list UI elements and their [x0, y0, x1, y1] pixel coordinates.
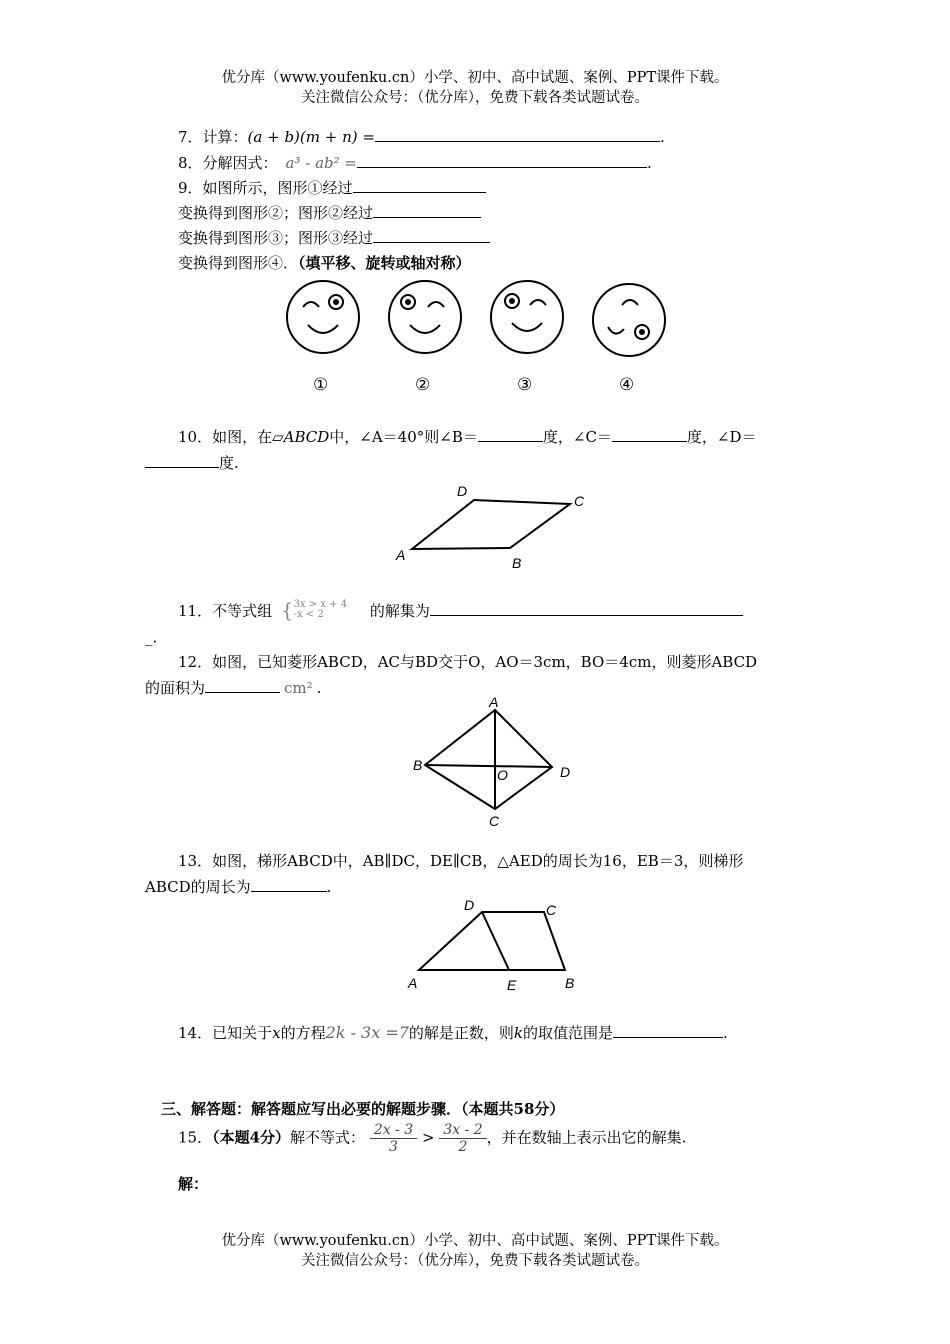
q9-line2: 变换得到图形②；图形②经过 — [178, 204, 374, 222]
q13-answer-blank[interactable] — [251, 877, 327, 892]
footer-line-1: 优分库（www.youfenku.cn）小学、初中、高中试题、案例、PPT课件下载。 — [221, 1233, 729, 1249]
q8-end: . — [647, 154, 652, 172]
q15-lhs-fraction — [370, 1122, 417, 1155]
point-label-d: D — [464, 897, 475, 913]
point-label-b: B — [413, 757, 423, 773]
q14-answer-blank[interactable] — [613, 1023, 723, 1038]
q14-mid2: 的解是正数，则 — [408, 1024, 514, 1042]
q12-rhombus-figure — [405, 695, 580, 830]
q14-equation: 2k - 3x =7 — [325, 1023, 409, 1042]
point-label-b: B — [565, 975, 575, 991]
question-10-line-1 — [178, 426, 757, 447]
q15-lhs-numerator: 2x - 3 — [370, 1122, 417, 1139]
q7-end: . — [659, 128, 665, 146]
q9-line3: 变换得到图形③；图形③经过 — [178, 229, 374, 247]
q15-rhs-denominator: 2 — [458, 1139, 468, 1155]
q9-line1: 9．如图所示，图形①经过 — [178, 179, 353, 197]
question-11-line-1 — [178, 600, 743, 622]
q10-part1: 10．如图，在 — [178, 428, 273, 446]
question-9-line-3 — [178, 227, 490, 248]
question-15 — [178, 1122, 686, 1155]
question-8 — [178, 152, 652, 173]
q13-line-1: 13．如图，梯形ABCD中，AB∥DC，DE∥CB，△AED的周长为16，EB＝3，则梯形 — [178, 852, 744, 870]
q14-var-k: k — [513, 1024, 524, 1042]
q9-blank-3[interactable] — [373, 228, 490, 243]
q10-blank-c[interactable] — [612, 427, 687, 442]
q13-end: . — [326, 878, 332, 896]
face-2 — [389, 281, 461, 353]
point-label-e: E — [507, 977, 517, 993]
header-line-2: 关注微信公众号：（优分库），免费下载各类试题试卷。 — [301, 90, 649, 106]
q10-part3: 度，∠C＝ — [542, 428, 612, 446]
q9-line4a: 变换得到图形④． — [178, 254, 299, 272]
q10-parallelogram-figure — [390, 480, 600, 575]
q15-text: 解不等式： — [290, 1128, 366, 1147]
point-label-a: A — [489, 695, 499, 710]
question-9-line-4 — [178, 252, 471, 273]
q9-instruction: （填平移、旋转或轴对称） — [298, 254, 471, 272]
segment-de — [482, 912, 509, 970]
face-label-2: ② — [415, 375, 431, 394]
point-label-a: A — [408, 975, 418, 991]
header-line-1: 优分库（www.youfenku.cn）小学、初中、高中试题、案例、PPT课件下载。 — [221, 70, 729, 86]
q15-operator: > — [421, 1128, 435, 1147]
parallelogram-abcd — [412, 500, 570, 549]
q11-system-line-1: 3x > x + 4 — [293, 599, 348, 610]
question-12-line-2 — [145, 677, 321, 698]
q12-end: . — [316, 679, 322, 697]
q15-rhs-numerator: 3x - 2 — [439, 1122, 486, 1139]
footer-line-2: 关注微信公众号：（优分库），免费下载各类试题试卷。 — [301, 1253, 649, 1269]
q10-blank-b[interactable] — [478, 427, 543, 442]
q11-answer-blank[interactable] — [430, 601, 743, 616]
point-label-a: A — [396, 547, 406, 563]
q15-prefix: 15． — [178, 1128, 213, 1147]
rhombus-abcd — [425, 710, 552, 809]
q10-shape: ▱ABCD — [272, 428, 330, 446]
face-3 — [491, 281, 563, 353]
q11-end: _． — [145, 628, 168, 646]
q11-system-line-2: -x < 2 — [293, 609, 324, 620]
question-9-line-2 — [178, 202, 481, 223]
q14-suffix: 的取值范围是 — [523, 1024, 614, 1042]
point-label-d: D — [560, 764, 571, 780]
question-14 — [178, 1022, 728, 1043]
q13-trapezoid-figure — [400, 893, 590, 998]
q12-line-1: 12．如图，已知菱形ABCD，AC与BD交于O，AO＝3cm，BO＝4cm，则菱形ABCD — [178, 653, 758, 671]
q12-line2: 的面积为 — [145, 679, 206, 697]
point-label-c: C — [546, 902, 557, 918]
point-label-b: B — [512, 555, 522, 571]
q10-part5: 度. — [219, 454, 239, 472]
q12-unit: cm² — [284, 679, 313, 697]
q11-inequality-system: { 3x > x + 4 -x < 2 — [280, 598, 348, 622]
q10-part4: 度，∠D＝ — [686, 428, 757, 446]
question-9-line-1 — [178, 177, 486, 198]
q7-prefix: 7．计算： — [178, 128, 248, 146]
question-7 — [178, 126, 665, 147]
q15-lhs-denominator: 3 — [389, 1139, 398, 1155]
q12-answer-blank[interactable] — [205, 678, 280, 693]
q14-end: . — [723, 1024, 728, 1042]
q11-prefix: 11．不等式组 — [178, 602, 273, 620]
section-3-title: 三、解答题：解答题应写出必要的解题步骤．（本题共58分） — [161, 1100, 565, 1118]
point-label-o: O — [497, 767, 508, 783]
face-label-1: ① — [313, 375, 329, 394]
q15-points: （本题4分） — [212, 1128, 291, 1147]
q14-prefix: 14．已知关于 — [178, 1024, 273, 1042]
q15-suffix: ，并在数轴上表示出它的解集. — [486, 1128, 687, 1147]
q13-line2: ABCD的周长为 — [145, 878, 251, 896]
question-10-line-2 — [145, 452, 239, 473]
q11-suffix: 的解集为 — [369, 602, 430, 620]
q9-blank-1[interactable] — [353, 178, 486, 193]
face-1 — [287, 281, 359, 353]
point-label-c: C — [574, 493, 585, 509]
point-label-d: D — [457, 483, 468, 499]
diagonal-bd — [425, 765, 552, 767]
face-label-3: ③ — [517, 375, 533, 394]
q10-part2: 中，∠A＝40°则∠B＝ — [329, 428, 478, 446]
face-4 — [593, 284, 665, 356]
q14-var-x: x — [272, 1024, 281, 1042]
q8-prefix: 8．分解因式： — [178, 154, 278, 172]
point-label-c: C — [489, 813, 500, 829]
q10-blank-d[interactable] — [145, 453, 219, 468]
q15-rhs-fraction — [439, 1122, 486, 1155]
q7-answer-blank[interactable] — [375, 127, 660, 142]
face-label-4: ④ — [619, 375, 635, 394]
trapezoid-abcd — [419, 912, 565, 970]
question-13-line-2 — [145, 876, 331, 897]
q9-blank-2[interactable] — [373, 203, 481, 218]
q8-expr: a³ - ab² = — [285, 154, 358, 172]
q9-faces-figure — [270, 275, 690, 400]
q15-answer-label: 解： — [178, 1175, 209, 1193]
q7-expr: (a + b)(m + n) = — [247, 128, 375, 146]
q14-mid: 的方程 — [280, 1024, 326, 1042]
q8-answer-blank[interactable] — [357, 153, 647, 168]
